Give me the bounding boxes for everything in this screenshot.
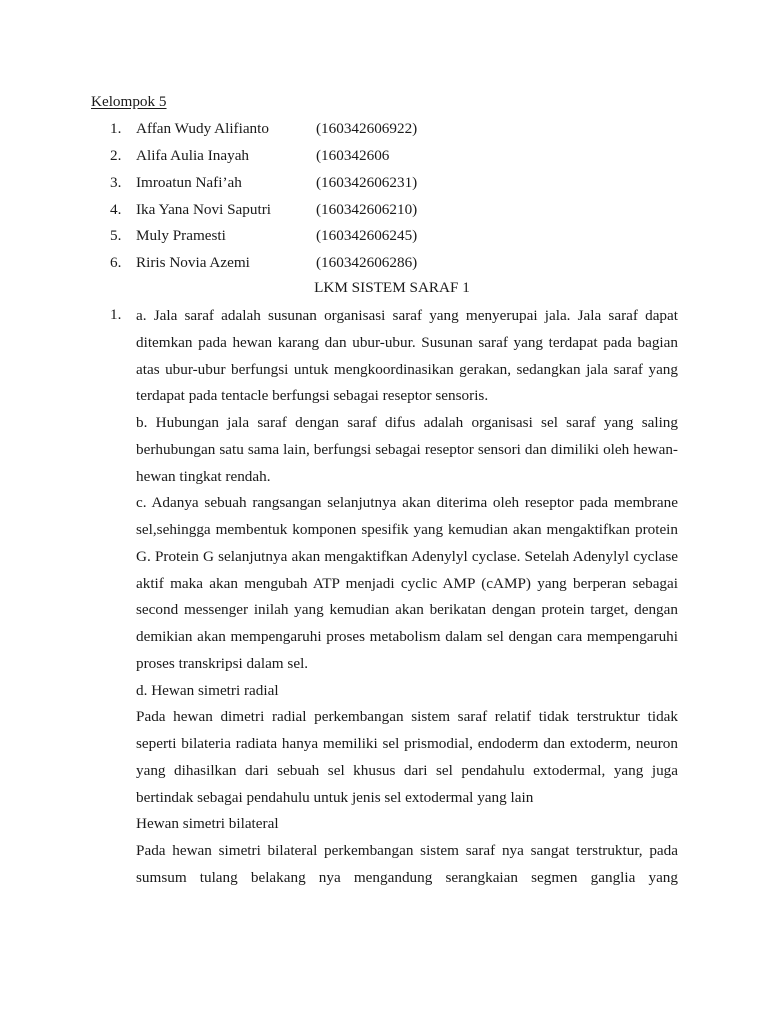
member-number: 6. (110, 254, 122, 271)
answer-paragraph-radial: Pada hewan dimetri radial perkembangan sistem saraf relatif tidak terstruktur tidak seperti bilateria radiata hanya memiliki sel prismodial, endoderm dan extoderm, neuron yang dihasilkan dari sebuah sel khusus dari sel pendahulu extodermal, yang juga bertindak sebagai pendahulu untuk jenis sel extodermal yang lain (136, 708, 678, 806)
member-nim: (160342606231) (316, 174, 418, 191)
answer-heading-d: d. Hewan simetri radial (136, 681, 279, 699)
member-nim: (160342606922) (316, 120, 418, 137)
member-number: 3. (110, 174, 122, 191)
answer-paragraph-a: a. Jala saraf adalah susunan organisasi saraf yang menyerupai jala. Jala saraf dapat ditemkan pada hewan karang dan ubur-ubur. Susunan saraf yang terdapat pada bagian atas ubur-ubur berfungsi untuk mengkoordinasikan gerakan, sedangkan jala saraf yang terdapat pada tentacle berfungsi sebagai reseptor sensoris. (136, 307, 678, 405)
worksheet-title: LKM SISTEM SARAF 1 (314, 279, 470, 296)
member-number: 4. (110, 201, 122, 218)
answer-body (136, 303, 678, 892)
group-title: Kelompok 5 (91, 93, 167, 110)
member-nim: (160342606 (316, 147, 390, 164)
member-name: Affan Wudy Alifianto (136, 120, 269, 137)
question-number: 1. (110, 306, 122, 323)
answer-paragraph-c: c. Adanya sebuah rangsangan selanjutnya akan diterima oleh reseptor pada membrane sel,sehingga membentuk komponen spesifik yang kemudian akan mengaktifkan protein G. Protein G selanjutnya akan mengaktifkan Adenylyl cyclase. Setelah Adenylyl cyclase aktif maka akan mengubah ATP menjadi cyclic AMP (cAMP) yang berperan sebagai second messenger inilah yang kemudian akan berikatan dengan protein target, dengan demikian akan mempengaruhi proses metabolism dalam sel dengan cara mempengaruhi proses transkripsi dalam sel. (136, 494, 678, 672)
member-nim: (160342606245) (316, 227, 418, 244)
answer-paragraph-b: b. Hubungan jala saraf dengan saraf difus adalah organisasi sel saraf yang saling berhubungan satu sama lain, berfungsi sebagai reseptor sensori dan dimiliki oleh hewan-hewan tingkat rendah. (136, 414, 678, 485)
member-number: 2. (110, 147, 122, 164)
member-nim: (160342606210) (316, 201, 418, 218)
member-name: Riris Novia Azemi (136, 254, 250, 271)
answer-heading-bilateral: Hewan simetri bilateral (136, 815, 279, 833)
member-name: Alifa Aulia Inayah (136, 147, 250, 164)
member-number: 5. (110, 227, 122, 244)
member-name: Muly Pramesti (136, 227, 226, 244)
member-name: Ika Yana Novi Saputri (136, 201, 271, 218)
member-name: Imroatun Nafi’ah (136, 174, 242, 191)
answer-paragraph-bilateral: Pada hewan simetri bilateral perkembangan sistem saraf nya sangat terstruktur, pada sumsum tulang belakang nya mengandung serangkaian segmen ganglia yang (136, 842, 678, 886)
member-number: 1. (110, 120, 122, 137)
member-nim: (160342606286) (316, 254, 418, 271)
